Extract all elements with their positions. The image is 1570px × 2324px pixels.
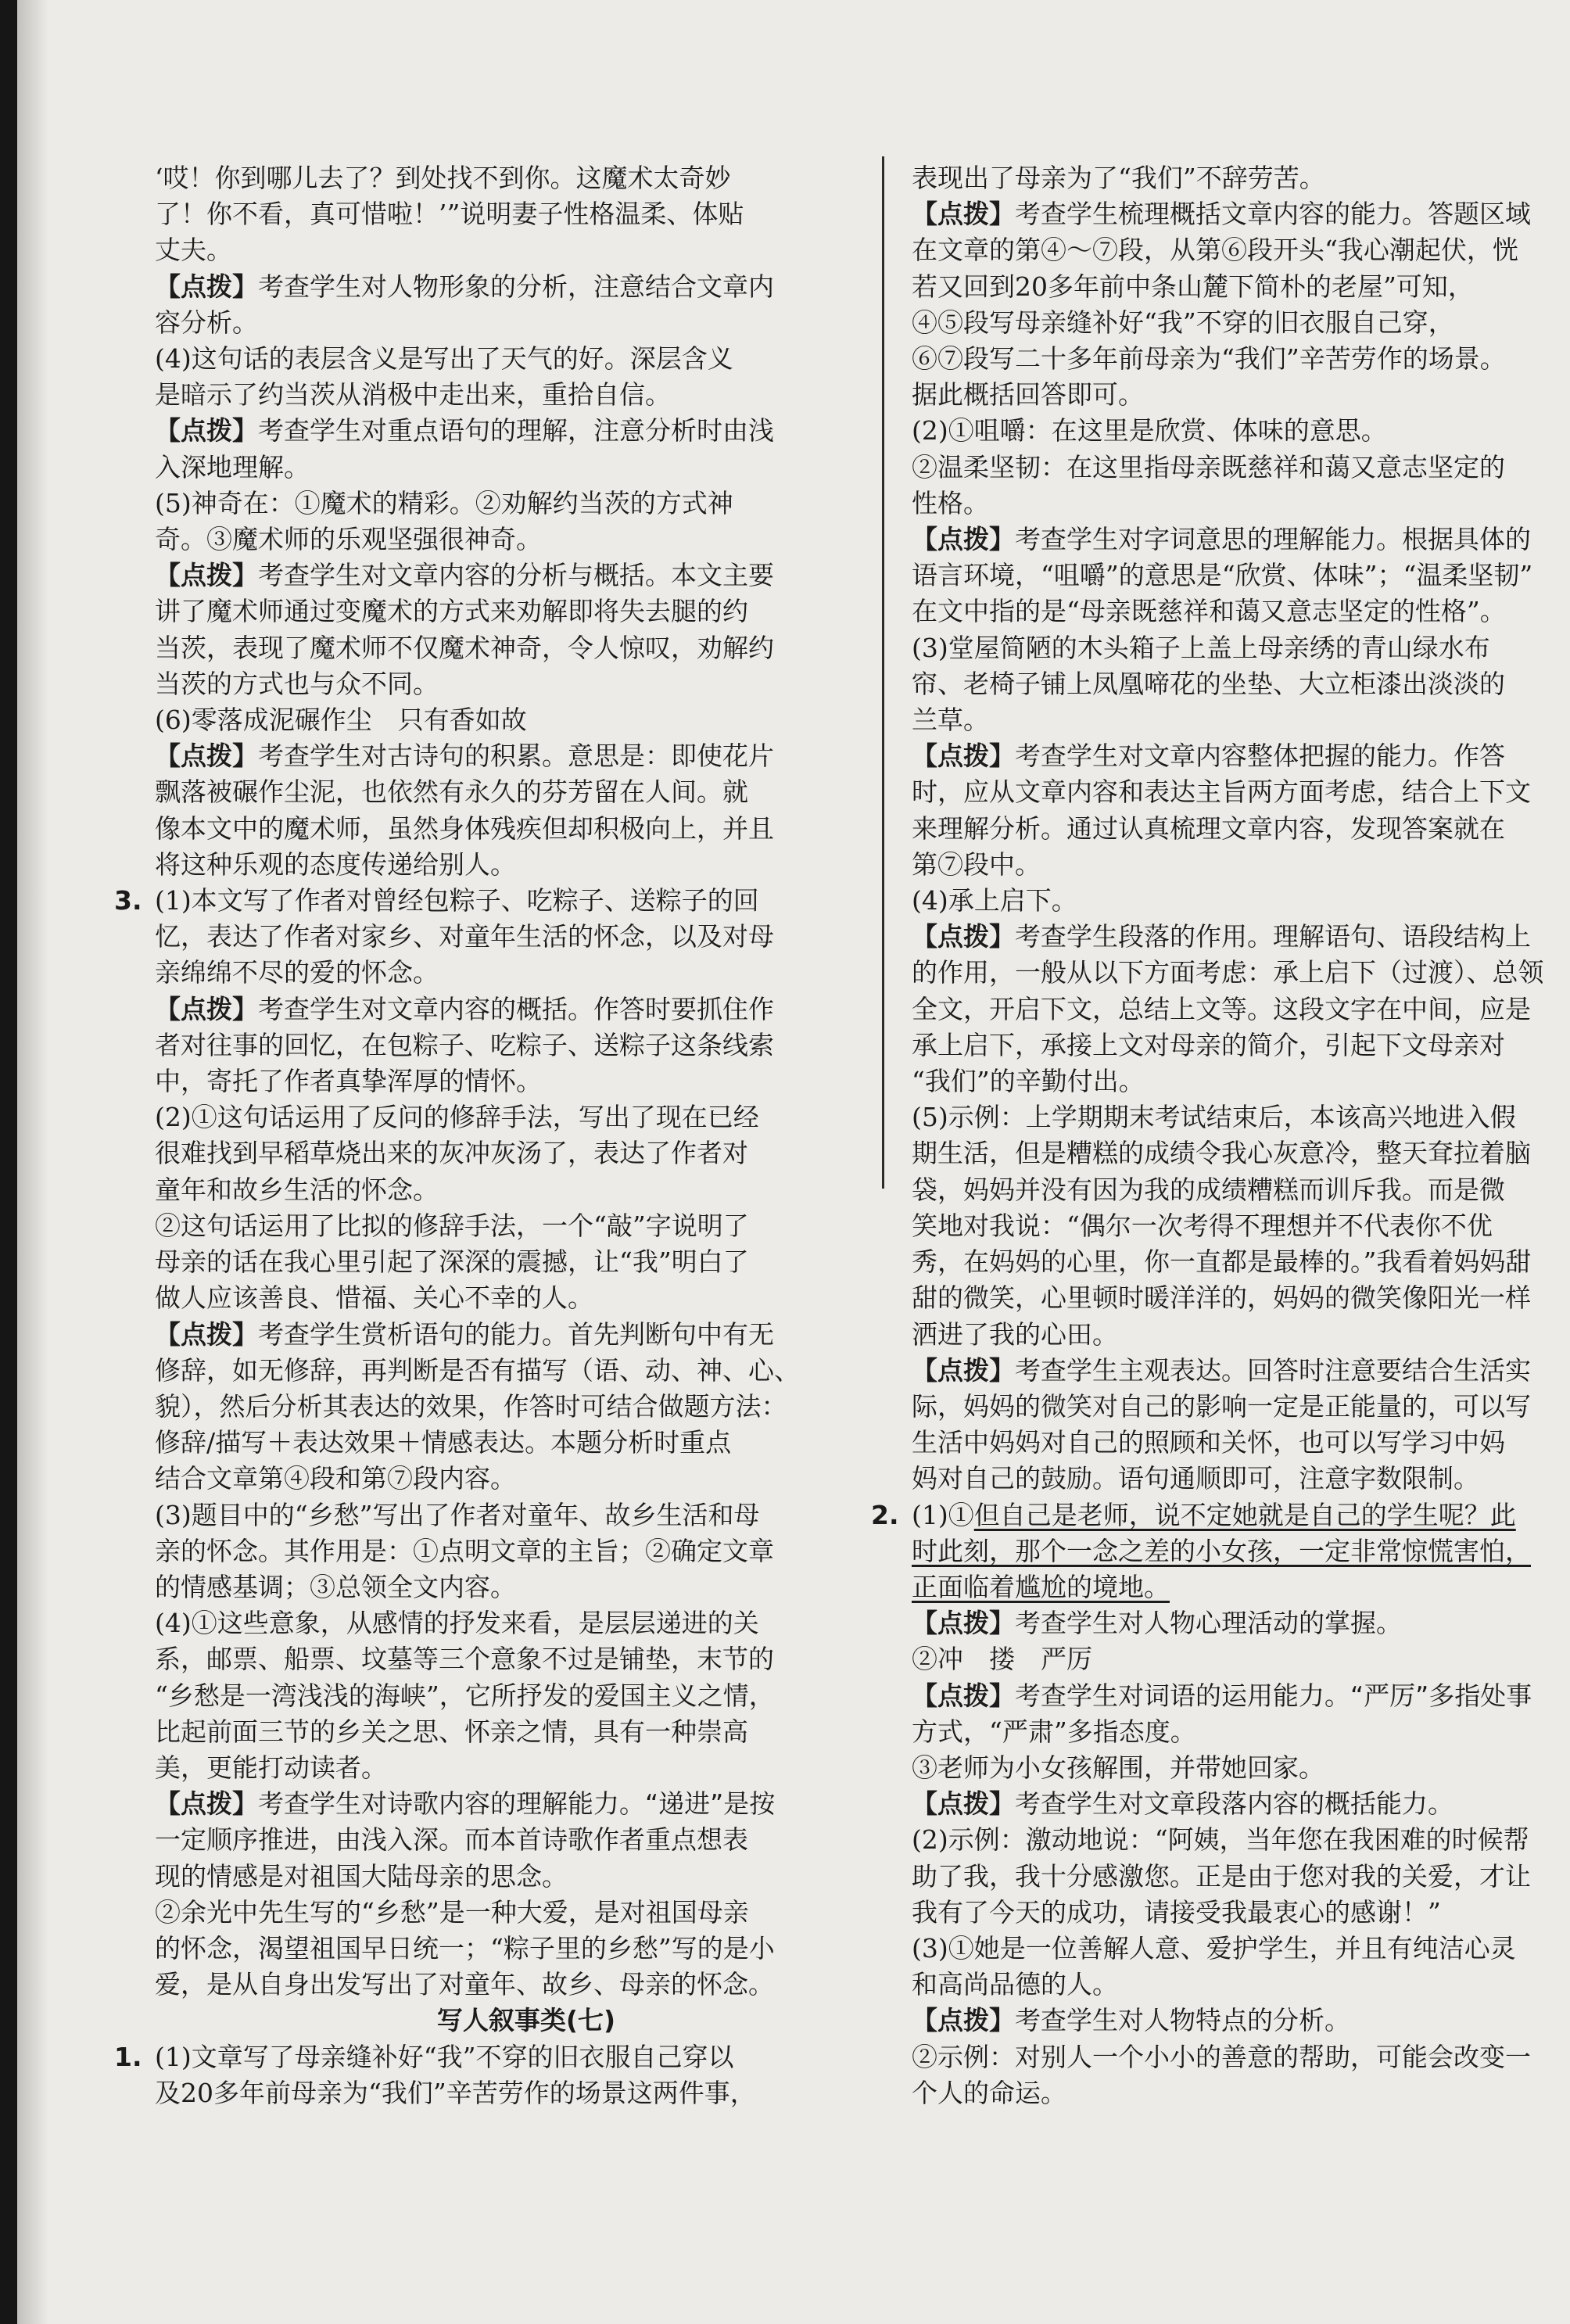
answer-line: 语言环境，“咀嚼”的意思是“欣赏、体味”；“温柔坚韧”: [912, 560, 1533, 591]
answer-line: 容分析。: [155, 307, 258, 338]
answer-line: [912, 1786, 1570, 1822]
answer-line: (2)示例：激动地说：“阿姨，当年您在我困难的时候帮: [912, 1824, 1529, 1856]
book-spine-shadow: [0, 0, 17, 2324]
tip-label: 【点拨】: [912, 1680, 1015, 1711]
answer-line: 丈夫。: [155, 235, 232, 266]
answer-line: 来理解分析。通过认真梳理文章内容，发现答案就在: [912, 812, 1505, 844]
answer-line: 和高尚品德的人。: [912, 1969, 1118, 2000]
answer-line: 修辞/描写＋表达效果＋情感表达。本题分析时重点: [155, 1427, 732, 1458]
answer-line: 我有了今天的成功，请接受我最衷心的感谢！”: [912, 1896, 1441, 1928]
underlined-answer: 时此刻，那个一念之差的小女孩，一定非常惊慌害怕，: [912, 1535, 1531, 1566]
tip-label: 【点拨】: [912, 921, 1015, 952]
answer-line: 妈对自己的鼓励。语句通顺即可，注意字数限制。: [912, 1463, 1479, 1494]
answer-line: 帘、老椅子铺上凤凰啼花的坐垫、大立柜漆出淡淡的: [912, 668, 1505, 699]
answer-line: 秀，在妈妈的心里，你一直都是最棒的。”我看着妈妈甜: [912, 1246, 1532, 1278]
answer-line: 据此概括回答即可。: [912, 379, 1144, 411]
answer-line: ③老师为小女孩解围，并带她回家。: [912, 1752, 1324, 1783]
answer-line: [912, 1569, 1570, 1605]
answer-line: ②这句话运用了比拟的修辞手法，一个“敲”字说明了: [155, 1210, 749, 1241]
tip-text: 考查学生对人物心理活动的掌握。: [1015, 1608, 1402, 1639]
answer-line: 表现出了母亲为了“我们”不辞劳苦。: [912, 163, 1325, 193]
answer-line: 全文，开启下文，总结上文等。这段文字在中间，应是: [912, 993, 1531, 1024]
answer-line: (1)文章写了母亲缝补好“我”不穿的旧衣服自己穿以: [155, 2041, 734, 2072]
answer-line: 在文章的第④～⑦段，从第⑥段开头“我心潮起伏，恍: [912, 235, 1518, 266]
answer-line: ⑥⑦段写二十多年前母亲为“我们”辛苦劳作的场景。: [912, 343, 1506, 375]
tip-text: 考查学生赏析语句的能力。首先判断句中有无: [258, 1318, 774, 1350]
answer-line: 当茨的方式也与众不同。: [155, 668, 439, 699]
tip-text: 考查学生对人物形象的分析，注意结合文章内: [258, 271, 774, 302]
tip-label: 【点拨】: [912, 741, 1015, 772]
tip-text: 考查学生对字词意思的理解能力。根据具体的: [1015, 524, 1531, 555]
answer-line: “乡愁是一湾浅浅的海峡”，它所抒发的爱国主义之情，: [155, 1680, 775, 1711]
answer-line: [912, 196, 1570, 232]
answer-line: 及20多年前母亲为“我们”辛苦劳作的场景这两件事，: [155, 2077, 756, 2108]
answer-line: 兰草。: [912, 705, 989, 736]
answer-line: 像本文中的魔术师，虽然身体残疾但却积极向上，并且: [155, 812, 774, 844]
tip-label: 【点拨】: [155, 1318, 258, 1350]
tip-label: 【点拨】: [912, 524, 1015, 555]
answer-line: [155, 738, 851, 774]
answer-line: [155, 269, 851, 305]
tip-label: 【点拨】: [155, 1788, 258, 1820]
left-continued-answers: [155, 160, 851, 883]
answer-line: (4)①这些意象，从感情的抒发来看，是层层递进的关: [155, 1608, 759, 1639]
answer-line: 结合文章第④段和第⑦段内容。: [155, 1463, 516, 1494]
answer-line: 的怀念，渴望祖国早日统一；“粽子里的乡愁”写的是小: [155, 1932, 775, 1964]
answer-line: (4)这句话的表层含义是写出了天气的好。深层含义: [155, 343, 733, 375]
answer-line: 个人的命运。: [912, 2077, 1066, 2108]
tip-text: 考查学生对文章内容的分析与概括。本文主要: [258, 560, 774, 591]
answer-line: 笑地对我说：“偶尔一次考得不理想并不代表你不优: [912, 1210, 1493, 1241]
answer-line: 时，应从文章内容和表达主旨两方面考虑，结合上下文: [912, 776, 1531, 808]
question-3: [114, 883, 851, 2003]
answer-line: 的情感基调；③总领全文内容。: [155, 1571, 516, 1602]
question-2: [871, 1497, 1570, 2111]
answer-line: 做人应该善良、惜福、关心不幸的人。: [155, 1282, 593, 1314]
answer-line: 洒进了我的心田。: [912, 1318, 1118, 1350]
tip-text: 考查学生对人物特点的分析。: [1015, 2005, 1350, 2036]
answer-line: 貌），然后分析其表达的效果，作答时可结合做题方法：: [155, 1390, 787, 1422]
answer-line: [155, 558, 851, 594]
answer-line: (3)①她是一位善解人意、爱护学生，并且有纯洁心灵: [912, 1932, 1516, 1964]
tip-label: 【点拨】: [912, 1788, 1015, 1820]
answer-line: 袋，妈妈并没有因为我的成绩糟糕而训斥我。而是微: [912, 1174, 1505, 1205]
answer-line: [912, 522, 1570, 558]
answer-line: ④⑤段写母亲缝补好“我”不穿的旧衣服自己穿，: [912, 307, 1454, 338]
tip-text: 考查学生梳理概括文章内容的能力。答题区域: [1015, 199, 1531, 230]
right-continued-answers: [912, 160, 1570, 1497]
answer-line: ②余光中先生写的“乡愁”是一种大爱，是对祖国母亲: [155, 1896, 749, 1928]
section-title: 写人叙事类(七): [436, 2005, 616, 2036]
answer-line: 第⑦段中。: [912, 848, 1041, 880]
answer-line: (3)题目中的“乡愁”写出了作者对童年、故乡生活和母: [155, 1499, 760, 1530]
question-number: 2.: [871, 1499, 899, 1530]
answer-line: 母亲的话在我心里引起了深深的震撼，让“我”明白了: [155, 1246, 749, 1278]
answer-line: [155, 413, 851, 449]
answer-line: [155, 1317, 851, 1353]
answer-line: (4)承上启下。: [912, 885, 1077, 916]
answer-line: 忆，表达了作者对家乡、对童年生活的怀念，以及对母: [155, 921, 774, 952]
answer-line: 将这种乐观的态度传递给别人。: [155, 848, 516, 880]
answer-line: 助了我，我十分感激您。正是由于您对我的关爱，才让: [912, 1860, 1531, 1892]
question-1-answers: [155, 2039, 851, 2111]
right-column: [871, 160, 1570, 2111]
answer-line: [912, 1605, 1570, 1641]
tip-label: 【点拨】: [912, 1608, 1015, 1639]
tip-text: 考查学生对重点语句的理解，注意分析时由浅: [258, 415, 774, 447]
answer-line: 亲绵绵不尽的爱的怀念。: [155, 957, 439, 988]
answer-line: [912, 919, 1570, 955]
tip-label: 【点拨】: [155, 271, 258, 302]
answer-line: [912, 1497, 1570, 1533]
underlined-answer: 正面临着尴尬的境地。: [912, 1571, 1170, 1602]
answer-line: 性格。: [912, 487, 989, 518]
tip-label: 【点拨】: [155, 993, 258, 1024]
answer-line: ②温柔坚韧：在这里指母亲既慈祥和蔼又意志坚定的: [912, 451, 1505, 482]
answer-line: 期生活，但是糟糕的成绩令我心灰意冷，整天耷拉着脑: [912, 1138, 1531, 1169]
answer-line: 的作用，一般从以下方面考虑：承上启下（过渡）、总领: [912, 957, 1544, 988]
answer-line: 一定顺序推进，由浅入深。而本首诗歌作者重点想表: [155, 1824, 748, 1856]
answer-line: 比起前面三节的乡关之思、怀亲之情，具有一种崇高: [155, 1716, 748, 1747]
tip-text: 考查学生对文章段落内容的概括能力。: [1015, 1788, 1454, 1820]
answer-line: (1)本文写了作者对曾经包粽子、吃粽子、送粽子的回: [155, 885, 759, 916]
answer-line: 际，妈妈的微笑对自己的影响一定是正能量的，可以写: [912, 1390, 1531, 1422]
answer-line: 爱，是从自身出发写出了对童年、故乡、母亲的怀念。: [155, 1969, 774, 2000]
tip-label: 【点拨】: [155, 415, 258, 447]
answer-line: (2)①这句话运用了反问的修辞手法，写出了现在已经: [155, 1102, 759, 1133]
answer-line: [155, 1786, 851, 1822]
answer-line: 修辞，如无修辞，再判断是否有描写（语、动、神、心、: [155, 1354, 800, 1386]
answer-line: “我们”的辛勤付出。: [912, 1066, 1145, 1097]
answer-line: [912, 738, 1570, 774]
answer-line: 很难找到早稻草烧出来的灰冲灰汤了，表达了作者对: [155, 1138, 748, 1169]
answer-line: (6)零落成泥碾作尘 只有香如故: [155, 705, 527, 736]
page-curl-shadow: [17, 0, 48, 2324]
tip-label: 【点拨】: [912, 199, 1015, 230]
question-1: [114, 2039, 851, 2111]
underlined-answer: 但自己是老师，说不定她就是自己的学生呢？此: [973, 1499, 1516, 1530]
answer-line: 亲的怀念。其作用是：①点明文章的主旨；②确定文章: [155, 1535, 774, 1566]
answer-line: 讲了魔术师通过变魔术的方式来劝解即将失去腿的约: [155, 596, 748, 627]
tip-label: 【点拨】: [155, 741, 258, 772]
answer-line: 在文中指的是“母亲既慈祥和蔼又意志坚定的性格”。: [912, 596, 1506, 627]
answer-line: 生活中妈妈对自己的照顾和关怀，也可以写学习中妈: [912, 1427, 1505, 1458]
answer-line: 若又回到20多年前中条山麓下简朴的老屋”可知，: [912, 271, 1474, 302]
answer-line: (3)堂屋简陋的木头箱子上盖上母亲绣的青山绿水布: [912, 632, 1490, 663]
answer-line: 飘落被碾作尘泥，也依然有永久的芬芳留在人间。就: [155, 776, 748, 808]
answer-line: [912, 1678, 1570, 1714]
tip-text: 考查学生对诗歌内容的理解能力。“递进”是按: [258, 1788, 776, 1820]
tip-text: 考查学生对文章内容的概括。作答时要抓住作: [258, 993, 774, 1024]
answer-line: 甜的微笑，心里顿时暖洋洋的，妈妈的微笑像阳光一样: [912, 1282, 1531, 1314]
answer-line: [912, 2003, 1570, 2039]
column-divider: [882, 156, 884, 1189]
answer-line: 现的情感是对祖国大陆母亲的思念。: [155, 1860, 568, 1892]
answer-line: [912, 1533, 1570, 1569]
tip-text: 考查学生对古诗句的积累。意思是：即使花片: [258, 741, 774, 772]
tip-text: 考查学生对词语的运用能力。“严厉”多指处事: [1015, 1680, 1532, 1711]
question-2-answers: [912, 1605, 1570, 2111]
answer-line: ②示例：对别人一个小小的善意的帮助，可能会改变一: [912, 2041, 1531, 2072]
question-number: 3.: [114, 885, 142, 916]
answer-line: 当茨，表现了魔术师不仅魔术神奇，令人惊叹，劝解约: [155, 632, 774, 663]
answer-line: ②冲 搂 严厉: [912, 1644, 1092, 1675]
answer-line: (5)示例：上学期期末考试结束后，本该高兴地进入假: [912, 1102, 1516, 1133]
answer-line: (2)①咀嚼：在这里是欣赏、体味的意思。: [912, 415, 1387, 447]
answer-line: 承上启下，承接上文对母亲的简介，引起下文母亲对: [912, 1029, 1505, 1060]
answer-line: 者对往事的回忆，在包粽子、吃粽子、送粽子这条线索: [155, 1029, 774, 1060]
answer-line: ‘哎！你到哪儿去了？到处找不到你。这魔术太奇妙: [155, 163, 731, 193]
tip-label: 【点拨】: [912, 2005, 1015, 2036]
tip-label: 【点拨】: [155, 560, 258, 591]
answer-line: 童年和故乡生活的怀念。: [155, 1174, 439, 1205]
tip-text: 考查学生主观表达。回答时注意要结合生活实: [1015, 1354, 1531, 1386]
answer-line: 中，寄托了作者真挚浑厚的情怀。: [155, 1066, 542, 1097]
answer-line: [155, 992, 851, 1028]
answer-line: 美，更能打动读者。: [155, 1752, 387, 1783]
left-column: [114, 160, 851, 2111]
tip-label: 【点拨】: [912, 1354, 1015, 1386]
answer-line: 奇。③魔术师的乐观坚强很神奇。: [155, 524, 542, 555]
question-3-answers: [155, 883, 851, 2003]
answer-line: 是暗示了约当茨从消极中走出来，重拾自信。: [155, 379, 671, 411]
answer-line: [912, 1353, 1570, 1389]
answer-line: 入深地理解。: [155, 451, 310, 482]
answer-line: 系，邮票、船票、坟墓等三个意象不过是铺垫，末节的: [155, 1644, 774, 1675]
answer-line: 了！你不看，真可惜啦！’”说明妻子性格温柔、体贴: [155, 199, 744, 230]
question-number: 1.: [114, 2041, 142, 2072]
answer-prefix: (1)①: [912, 1499, 974, 1530]
answer-line: (5)神奇在：①魔术的精彩。②劝解约当茨的方式神: [155, 487, 733, 518]
tip-text: 考查学生段落的作用。理解语句、语段结构上: [1015, 921, 1531, 952]
answer-line: 方式，“严肃”多指态度。: [912, 1716, 1196, 1747]
tip-text: 考查学生对文章内容整体把握的能力。作答: [1015, 741, 1505, 772]
